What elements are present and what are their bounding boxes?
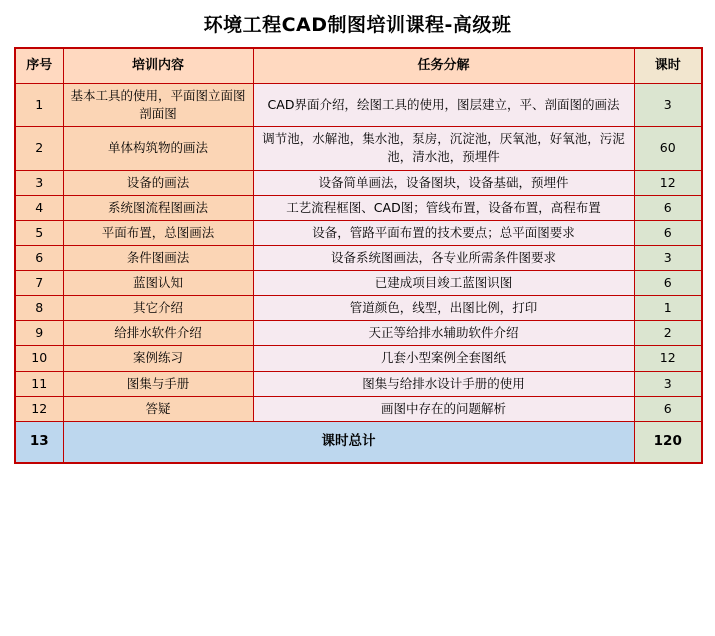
row-content: 蓝图认知 [63, 271, 253, 296]
row-hours: 3 [634, 371, 702, 396]
row-detail: 图集与给排水设计手册的使用 [253, 371, 634, 396]
row-detail: 设备，管路平面布置的技术要点；总平面图要求 [253, 220, 634, 245]
row-content: 案例练习 [63, 346, 253, 371]
row-hours: 6 [634, 271, 702, 296]
table-row [15, 296, 702, 321]
row-detail: 管道颜色，线型，出图比例，打印 [253, 296, 634, 321]
row-no: 9 [15, 321, 63, 346]
table-row [15, 220, 702, 245]
row-detail: 工艺流程框图、CAD图；管线布置，设备布置，高程布置 [253, 195, 634, 220]
table-row [15, 396, 702, 421]
row-hours: 6 [634, 220, 702, 245]
row-hours: 12 [634, 346, 702, 371]
row-no: 1 [15, 84, 63, 127]
row-hours: 60 [634, 127, 702, 170]
table-header-row [15, 48, 702, 84]
row-detail: CAD界面介绍，绘图工具的使用，图层建立，平、剖面图的画法 [253, 84, 634, 127]
row-detail: 设备系统图画法，各专业所需条件图要求 [253, 245, 634, 270]
row-no: 8 [15, 296, 63, 321]
table-row [15, 271, 702, 296]
course-table [14, 47, 703, 464]
page-title: 环境工程CAD制图培训课程-高级班 [203, 14, 512, 36]
row-hours: 12 [634, 170, 702, 195]
row-hours: 2 [634, 321, 702, 346]
row-hours: 3 [634, 245, 702, 270]
row-hours: 6 [634, 195, 702, 220]
row-no: 11 [15, 371, 63, 396]
row-no: 4 [15, 195, 63, 220]
total-no: 13 [15, 421, 63, 463]
row-hours: 1 [634, 296, 702, 321]
column-header-no: 序号 [15, 48, 63, 84]
row-no: 7 [15, 271, 63, 296]
column-header-detail: 任务分解 [253, 48, 634, 84]
row-no: 3 [15, 170, 63, 195]
table-body [15, 48, 702, 463]
row-detail: 调节池，水解池，集水池，泵房，沉淀池，厌氧池，好氧池，污泥池，清水池，预埋件 [253, 127, 634, 170]
table-row [15, 127, 702, 170]
row-detail: 几套小型案例全套图纸 [253, 346, 634, 371]
row-content: 系统图流程图画法 [63, 195, 253, 220]
row-detail: 已建成项目竣工蓝图识图 [253, 271, 634, 296]
row-content: 设备的画法 [63, 170, 253, 195]
row-no: 2 [15, 127, 63, 170]
row-content: 其它介绍 [63, 296, 253, 321]
row-hours: 3 [634, 84, 702, 127]
row-content: 图集与手册 [63, 371, 253, 396]
row-content: 条件图画法 [63, 245, 253, 270]
table-total-row [15, 421, 702, 463]
table-row [15, 195, 702, 220]
row-detail: 天正等给排水辅助软件介绍 [253, 321, 634, 346]
column-header-content: 培训内容 [63, 48, 253, 84]
row-content: 平面布置，总图画法 [63, 220, 253, 245]
row-content: 给排水软件介绍 [63, 321, 253, 346]
table-row [15, 371, 702, 396]
row-no: 10 [15, 346, 63, 371]
table-row [15, 245, 702, 270]
column-header-hours: 课时 [634, 48, 702, 84]
row-content: 答疑 [63, 396, 253, 421]
row-no: 6 [15, 245, 63, 270]
row-detail: 画图中存在的问题解析 [253, 396, 634, 421]
row-hours: 6 [634, 396, 702, 421]
row-content: 单体构筑物的画法 [63, 127, 253, 170]
row-detail: 设备简单画法，设备图块，设备基础，预埋件 [253, 170, 634, 195]
total-label: 课时总计 [63, 421, 634, 463]
total-hours: 120 [634, 421, 702, 463]
table-row [15, 346, 702, 371]
row-no: 5 [15, 220, 63, 245]
table-row [15, 170, 702, 195]
table-row [15, 84, 702, 127]
row-content: 基本工具的使用，平面图立面图剖面图 [63, 84, 253, 127]
row-no: 12 [15, 396, 63, 421]
table-row [15, 321, 702, 346]
